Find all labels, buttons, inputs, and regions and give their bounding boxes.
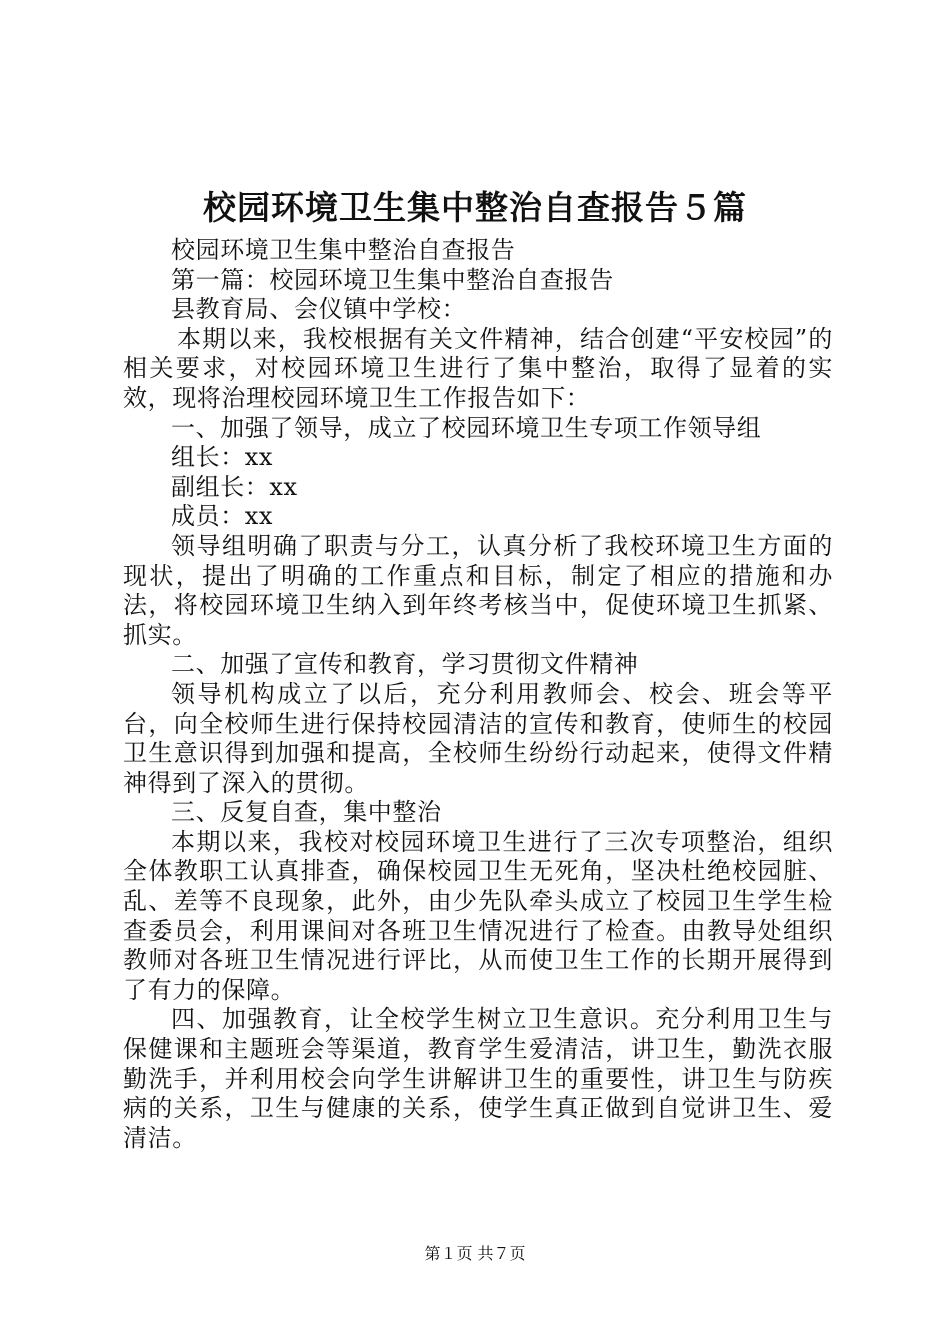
document-title: 校园环境卫生集中整治自查报告５篇 — [203, 188, 747, 227]
section-heading-2: 二、加强了宣传和教育，学习贯彻文件精神 — [171, 650, 639, 679]
paragraph-leader: 组长：xx — [171, 443, 274, 472]
document-body — [123, 236, 833, 1153]
paragraph-section-1-body: 领导组明确了职责与分工，认真分析了我校环境卫生方面的现状，提出了明确的工作重点和目标，制定了相应的措施和办法，将校园环境卫生纳入到年终考核当中，促使环境卫生抓紧、抓实。 — [123, 531, 833, 649]
section-heading-1: 一、加强了领导，成立了校园环境卫生专项工作领导组 — [171, 413, 762, 442]
paragraph-intro: 本期以来，我校根据有关文件精神，结合创建“平安校园”的相关要求，对校园环境卫生进行了集中整治，取得了显着的实效，现将治理校园环境卫生工作报告如下： — [123, 324, 833, 412]
paragraph-section-2-body: 领导机构成立了以后，充分利用教师会、校会、班会等平台，向全校师生进行保持校园清洁的宣传和教育，使师生的校园卫生意识得到加强和提高，全校师生纷纷行动起来，使得文件精神得到了深入的贯彻。 — [123, 679, 833, 797]
paragraph-members: 成员：xx — [171, 502, 274, 531]
paragraph-section-4: 四、加强教育，让全校学生树立卫生意识。充分利用卫生与保健课和主题班会等渠道，教育学生爱清洁，讲卫生，勤洗衣服勤洗手，并利用校会向学生讲解讲卫生的重要性，讲卫生与防疾病的关系，卫生与健康的关系，使学生真正做到自觉讲卫生、爱清洁。 — [123, 1005, 833, 1152]
paragraph-section-3-body: 本期以来，我校对校园环境卫生进行了三次专项整治，组织全体教职工认真排查，确保校园卫生无死角，坚决杜绝校园脏、乱、差等不良现象，此外，由少先队牵头成立了校园卫生学生检查委员会，利用课间对各班卫生情况进行了检查。由教导处组织教师对各班卫生情况进行评比，从而使卫生工作的长期开展得到了有力的保障。 — [123, 827, 833, 1004]
paragraph-deputy-leader: 副组长：xx — [171, 472, 298, 501]
paragraph-addressee: 县教育局、会仪镇中学校： — [171, 295, 467, 324]
page-footer: 第１页 共７页 — [424, 1244, 526, 1263]
section-heading-3: 三、反复自查，集中整治 — [171, 798, 442, 827]
paragraph-chapter-heading: 第一篇：校园环境卫生集中整治自查报告 — [171, 265, 614, 294]
paragraph-subtitle: 校园环境卫生集中整治自查报告 — [171, 236, 516, 264]
